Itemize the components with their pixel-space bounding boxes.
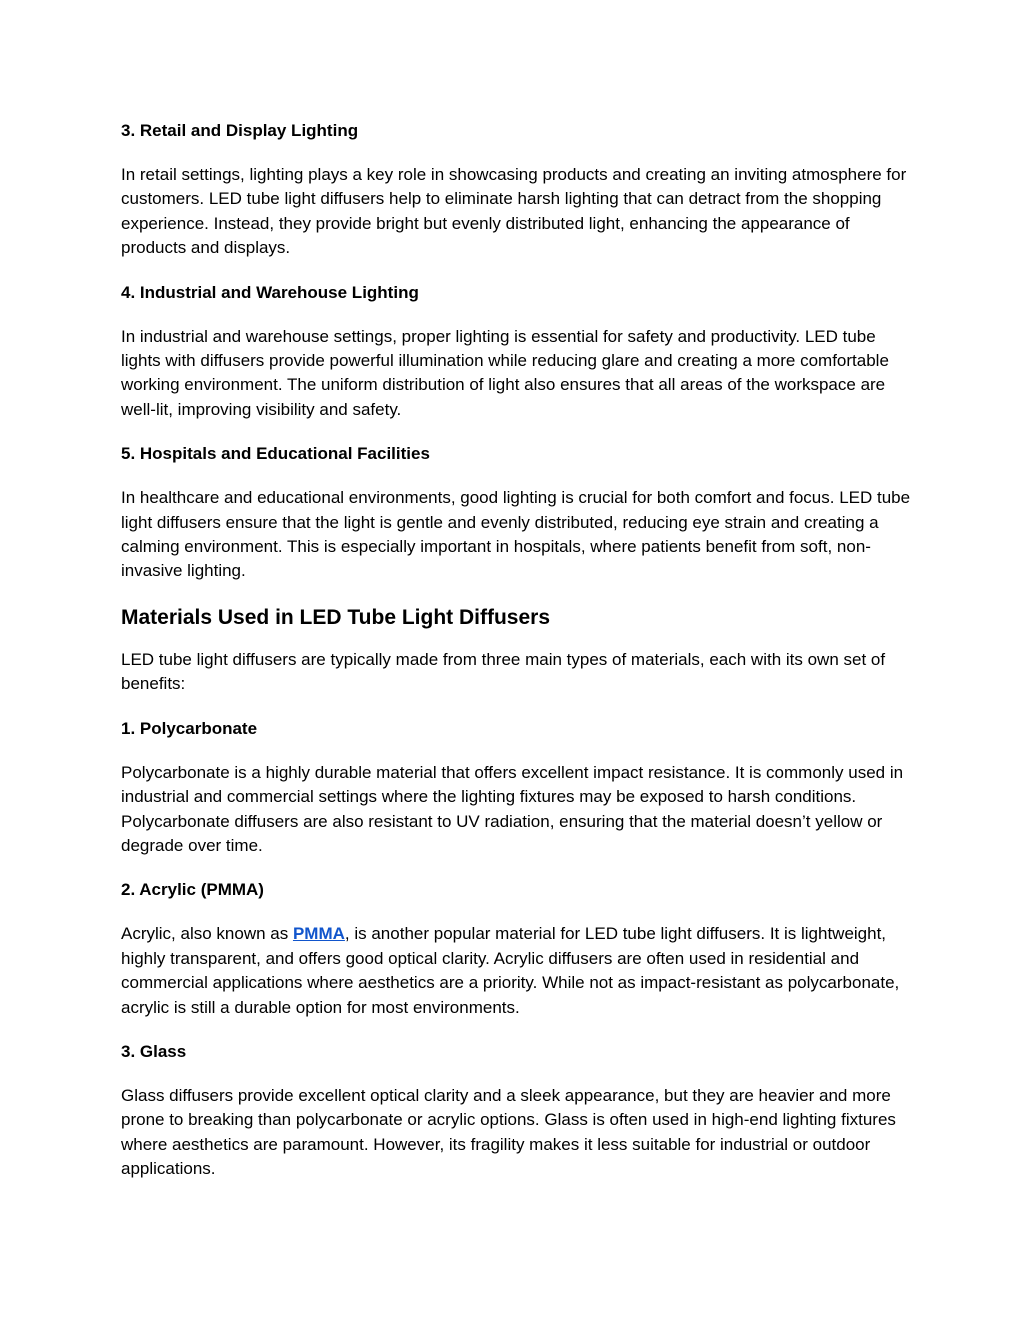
materials-intro: LED tube light diffusers are typically made from three main types of materials, each with its own set of benefits: <box>121 649 886 694</box>
materials-section-title: Materials Used in LED Tube Light Diffusers <box>121 605 551 629</box>
acrylic-body-before: Acrylic, also known as <box>121 924 293 944</box>
section-heading-hospitals: 5. Hospitals and Educational Facilities <box>121 444 430 464</box>
material-body-glass: Glass diffusers provide excellent optical clarity and a sleek appearance, but they are heavier and more prone to breaking than polycarbonate or acrylic options. Glass is often used in high-end lighting fixtures where aesthetics are paramount. However, its fragility makes it less suitable for industrial or outdoor applications. <box>121 1085 896 1179</box>
material-heading-acrylic: 2. Acrylic (PMMA) <box>121 880 264 900</box>
section-heading-retail: 3. Retail and Display Lighting <box>121 121 359 140</box>
section-body-hospitals: In healthcare and educational environments, good lighting is crucial for both comfort and focus. LED tube light diffusers ensure that the light is gentle and evenly distributed, reducing eye strain and creating a calming environment. This is especially important in hospitals, where patients benefit from soft, non-invasive lighting. <box>121 488 911 581</box>
pmma-link[interactable]: PMMA <box>292 924 345 944</box>
document-page <box>121 119 911 1202</box>
material-heading-glass: 3. Glass <box>121 1041 187 1061</box>
section-body-industrial: In industrial and warehouse settings, proper lighting is essential for safety and productivity. LED tube lights with diffusers provide powerful illumination while reducing glare and creating a more comfortable working environment. The uniform distribution of light also ensures that all areas of the workspace are well-lit, improving visibility and safety. <box>121 326 889 419</box>
material-heading-polycarbonate: 1. Polycarbonate <box>121 718 258 738</box>
acrylic-body-after: , is another popular material for LED tube light diffusers. It is lightweight, highly transparent, and offers good optical clarity. Acrylic diffusers are often used in residential and commercial applications where aesthetics are a priority. While not as impact-resistant as polycarbonate, acrylic is still a durable option for most environments. <box>121 924 900 1017</box>
material-body-acrylic <box>121 922 911 1020</box>
section-body-retail: In retail settings, lighting plays a key role in showcasing products and creating an inviting atmosphere for customers. LED tube light diffusers help to eliminate harsh lighting that can detract from the shopping experience. Instead, they provide bright but evenly distributed light, enhancing the appearance of products and displays. <box>121 165 907 258</box>
material-body-polycarbonate: Polycarbonate is a highly durable material that offers excellent impact resistance. It is commonly used in industrial and commercial settings where the lighting fixtures may be exposed to harsh conditions. Polycarbonate diffusers are also resistant to UV radiation, ensuring that the material doesn’t yellow or degrade over time. <box>121 762 904 855</box>
section-heading-industrial: 4. Industrial and Warehouse Lighting <box>121 282 419 302</box>
